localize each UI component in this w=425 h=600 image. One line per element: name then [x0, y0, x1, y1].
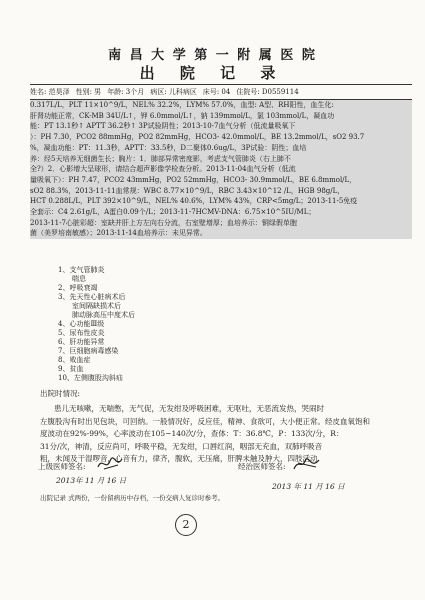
diagnosis-list — [58, 266, 308, 383]
condition-line: 左腹股沟有时出见包块，可回纳。一般情况好，反应佳，精神、食欲可，大小便正常。经皮血氧饱和 — [40, 416, 370, 426]
discharge-condition-heading: 出院时情况: — [40, 389, 81, 398]
patient-name: 姓名: 范昊泽 — [30, 88, 70, 96]
document-title: 出 院 记 录 — [139, 64, 286, 82]
condition-line: 粗，未闻及干湿啰音，心音有力，律齐，腹软，无压痛，肝脾未触及肿大，四肢活动 — [40, 454, 318, 463]
attending-doctor-signature — [292, 455, 322, 473]
result-line: 能：PT 13.1秒↑ APTT 36.2秒↑ 3P试验阴性；2013-10-7血气分析（低流量吸氧下 — [30, 121, 412, 132]
diagnosis-item: 1、支气管肺炎 — [58, 266, 105, 274]
diagnosis-item: 2、呼吸衰竭 — [58, 284, 98, 292]
result-line: ）：PH 7.30，PCO2 88mmHg，PO2 82mmHg，HCO3- 42.0mmol/L，BE 13.2mmol/L，sO2 93.7 — [30, 132, 412, 143]
diagnosis-item: 肺动脉高压中度术后 — [72, 311, 135, 319]
diagnosis-item: 喘息 — [72, 275, 86, 283]
patient-id: 住院号: D0559114 — [236, 88, 299, 96]
upper-doctor-signature-label: 上级医师签名: — [38, 462, 86, 471]
diagnosis-item: 7、巨细胞病毒感染 — [58, 347, 119, 355]
result-line: HCT 0.288L/L，PLT 392×10^9/L，NEL% 40.6%，LYM% 43%，CRP<5mg/L；2013-11-5免疫 — [30, 196, 412, 207]
result-line: 全?）2．心影增大呈球形，请结合超声影像学检查分析。2013-11-04血气分析（低流 — [30, 164, 412, 175]
patient-age: 年龄: 3个月 — [107, 88, 145, 96]
attending-doctor-signature-label: 经治医师签名: — [238, 462, 286, 471]
diagnosis-item: 室间隔缺损术后 — [72, 302, 121, 310]
patient-header — [30, 84, 412, 100]
diagnosis-item: 5、尿布性皮炎 — [58, 329, 105, 337]
result-line: 全套示：C4 2.61g/L，A蛋白0.09个/L；2013-11-7HCMV-DNA：6.75×10^5IU/ML； — [30, 207, 412, 218]
patient-ward: 病区: 儿科病区 — [150, 88, 197, 96]
condition-line: 31分/次，神清，反应尚可，呼吸平稳，无发绀，口唇红润，咽部无充血，双肺呼吸音 — [40, 441, 323, 451]
diagnosis-item: 9、贫血 — [58, 365, 84, 373]
hospital-name: 南 昌 大 学 第 一 附 属 医 院 — [108, 48, 317, 63]
result-line: 养：经5天培养无细菌生长；胸片：1．肺部异常密度影，考虑支气管肺炎（右上肺不 — [30, 154, 412, 165]
patient-bed: 床号: 04 — [202, 88, 231, 96]
result-line: 肝肾功能正常，CK-MB 34U/L↑，钾 6.0mmol/L↑，钠 139mmol/L，氯 103mmol/L，凝血功 — [30, 111, 412, 122]
diagnosis-item: 6、肝功能异常 — [58, 338, 105, 346]
diagnosis-item: 4、心功能Ⅲ级 — [58, 320, 105, 328]
footer-note: 出院记录 式两份，一份留病历中存档，一份交病人复诊时参考。 — [40, 494, 225, 502]
signature-date-right: 2013 年 11 月 16 日 — [272, 482, 345, 491]
page-number: 2 — [175, 514, 197, 536]
condition-line: 度波动在92%-99%，心率波动在105~140次/分，查体：T：36.8℃，P：133次/分，R： — [40, 429, 344, 438]
result-line: 0.317L/L，PLT 11×10^9/L，NEL% 32.2%，LYM% 57.0%，血型: A型、RH阳性，血生化: — [30, 100, 412, 111]
exam-results-text — [30, 100, 412, 239]
diagnosis-item: 3、先天性心脏病术后 — [58, 293, 126, 301]
result-line: 量吸氧下）：PH 7.47，PCO2 43mmHg，PO2 52mmHg，HCO3- 30.9mmol/L，BE 6.8mmol/L， — [30, 175, 412, 186]
condition-line: 患儿无咳嗽，无喘憋，无气促，无发绀及呼吸困难，无呕吐，无恶流发热，哭闹时 — [54, 404, 324, 413]
signature-date-left: 2013年 11 月 16 日 — [56, 476, 127, 485]
result-line: sO2 88.3%，2013-11-11血常规：WBC 8.77×10^9/L，RBC 3.43×10^12 /L，HGB 98g/L， — [30, 186, 412, 197]
diagnosis-item: 8、败血症 — [58, 356, 91, 364]
result-line: %，凝血功能：PT：11.3秒，APTT：33.5秒，D二聚体0.6ug/L，3P试验：阴性；血培 — [30, 143, 412, 154]
upper-doctor-signature — [96, 455, 126, 473]
patient-sex: 性别: 男 — [75, 88, 102, 96]
result-line: 菌（美罗培南敏感）；2013-11-14血培养示：未见异常。 — [30, 228, 412, 239]
diagnosis-item: 10、左侧腹股沟斜疝 — [58, 374, 123, 382]
result-line: 2013-11-7心脏彩超：室缺并肝上方左向右分流，右室壁增厚；血培养示：铜绿假单胞 — [30, 218, 412, 229]
